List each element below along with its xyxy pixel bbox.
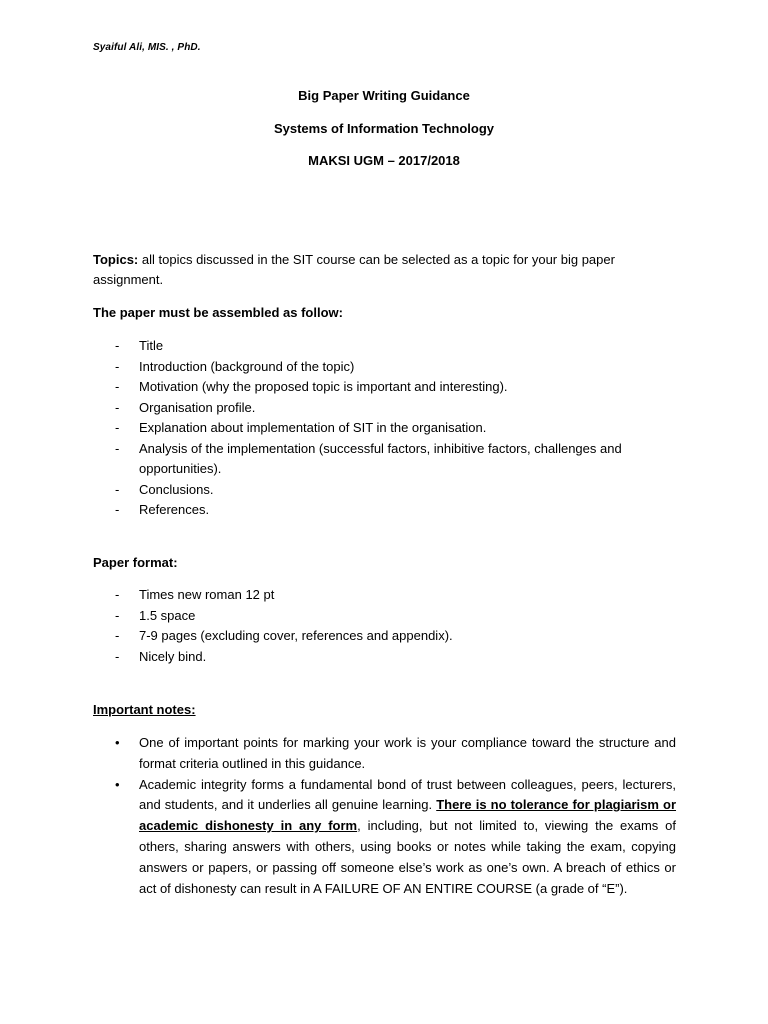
structure-heading: The paper must be assembled as follow: [93,305,343,320]
list-item: - Title [93,336,676,357]
list-item: - References. [93,500,676,521]
document-title: Big Paper Writing Guidance [298,88,470,103]
author-header: Syaiful Ali, MIS. , PhD. [93,42,201,53]
note-text: One of important points for marking your work is your compliance toward the structure and format criteria outlined in this guidance. [139,735,676,771]
list-item: - Conclusions. [93,480,676,501]
plagiarism-emphasis: There is no tolerance for plagiarism or academic dishonesty in any form [139,797,677,834]
note-item [93,775,676,900]
list-item: - 1.5 space [93,606,676,627]
note-text: , including, but not limited to, viewing the exams of others, sharing answers with others, using books or notes while taking the exam, copying answers or papers, or passing off someone else’s work as one’s own. A breach of ethics or act of dishonesty can result in A FAILURE OF AN ENTIRE COURSE (a grade of “E”). [139,818,676,896]
bullet-icon: • [115,776,120,792]
note-text: Academic integrity forms a fundamental bond of trust between colleagues, peers, lecturers, and students, and it underlies all genuine learning. [139,776,676,813]
bullet-icon: • [115,735,120,750]
topics-paragraph [93,250,676,290]
format-list [93,585,676,667]
notes-heading: Important notes: [93,702,196,717]
format-heading: Paper format: [93,555,178,570]
program-year: MAKSI UGM – 2017/2018 [308,153,460,168]
list-item: - 7-9 pages (excluding cover, references and appendix). [93,626,676,647]
title-block [0,88,768,186]
list-item: - Organisation profile. [93,398,676,419]
topics-label: Topics: [93,252,139,267]
course-title: Systems of Information Technology [273,120,495,136]
list-item: - Analysis of the implementation (successful factors, inhibitive factors, challenges and opportunities). [93,439,676,480]
list-item: - Times new roman 12 pt [93,585,676,606]
list-item: - Explanation about implementation of SIT in the organisation. [93,418,676,439]
list-item: - Nicely bind. [93,647,676,668]
structure-list [93,336,676,521]
topics-text: all topics discussed in the SIT course can be selected as a topic for your big paper assignment. [93,252,615,287]
list-item: - Introduction (background of the topic) [93,357,676,378]
list-item: - Motivation (why the proposed topic is important and interesting). [93,377,676,398]
note-item [93,733,676,775]
notes-list [93,733,676,899]
